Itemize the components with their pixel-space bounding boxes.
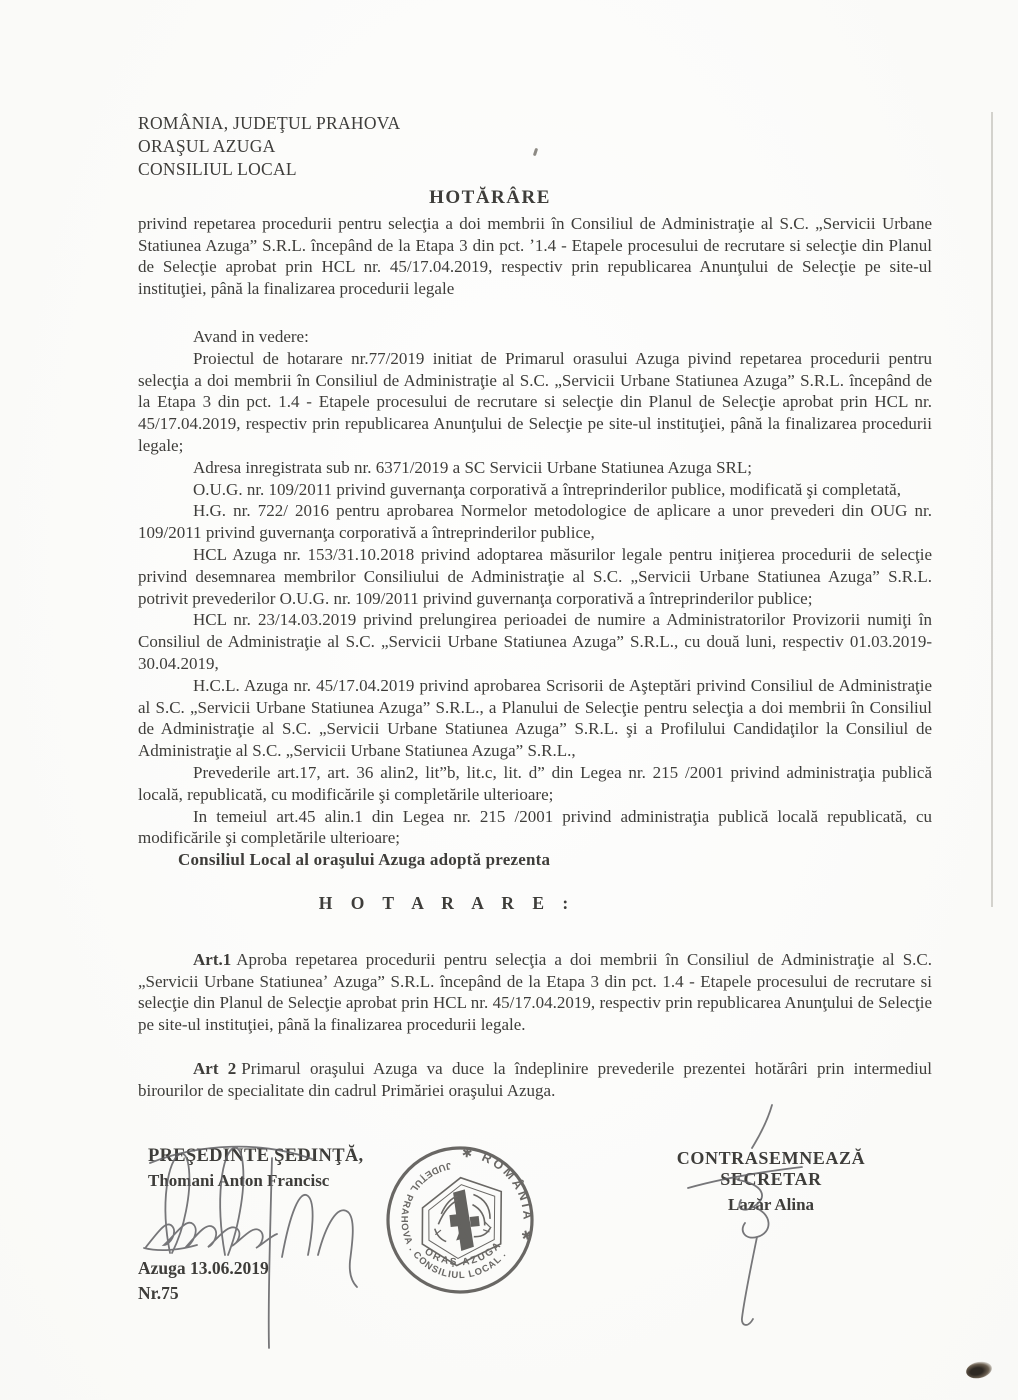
decision-heading: H O T A R A R E : bbox=[318, 892, 576, 913]
article-1 bbox=[138, 949, 932, 1036]
president-title: PREŞEDINTE ŞEDINŢĂ, bbox=[148, 1146, 364, 1166]
header-city: ORAŞUL AZUGA bbox=[138, 136, 276, 156]
corner-smudge-mark bbox=[965, 1359, 994, 1380]
stamp-ring-text: JUDEŢUL PRAHOVA . CONSILIUL LOCAL . bbox=[398, 1159, 509, 1282]
recital-4: H.G. nr. 722/ 2016 pentru aprobarea Normelor metodologice de aplicare a unor prevederi din OUG nr. 109/2011 privind guvernanţa corporativă a întreprinderilor publice, bbox=[138, 501, 932, 543]
article-1-label: Art.1 bbox=[193, 949, 232, 969]
document-title: HOTĂRÂRE bbox=[429, 187, 551, 208]
recital-6: HCL nr. 23/14.03.2019 privind prelungirea perioadei de numire a Administratorilor Provizorii numiţi în Consiliul de Administraţie al S.C. „Servicii Urbane Statiunea Azuga” S.R.L., cu două luni, respectiv 01.03.2019-30.04.2019, bbox=[138, 610, 932, 673]
scan-edge-line bbox=[991, 112, 993, 907]
article-2 bbox=[138, 1058, 932, 1102]
secretary-name: Lazăr Alina bbox=[727, 1195, 815, 1214]
recital-2: Adresa inregistrata sub nr. 6371/2019 a SC Servicii Urbane Statiunea Azuga SRL; bbox=[193, 457, 753, 477]
adoption-line: Consiliul Local al oraşului Azuga adoptă prezenta bbox=[178, 850, 551, 870]
stamp-seal-icon bbox=[372, 1132, 548, 1308]
header-council: CONSILIUL LOCAL bbox=[138, 159, 297, 179]
recital-5: HCL Azuga nr. 153/31.10.2018 privind adoptarea măsurilor legale pentru iniţierea procedurii de selecţie privind desemnarea membrilor Consiliului de Administraţie al S.C. „Servicii Urbane Statiunea Azuga” S.R.L. potrivit prevederilor O.U.G. nr. 109/2011 privind guvernanţa corporativă a întreprinderilor publice; bbox=[138, 544, 932, 608]
article-1-text: Aproba repetarea procedurii pentru selecţia a doi membrii în Consiliul de Administraţie al S.C. „Servicii Urbane Statiuneaʼ Azuga” S.R.L. începând de la Etapa 3 din pct. 1.4 - Etapele procesului de recrutare si selecţie din Planul de Selecţie aprobat prin HCL nr. 45/17.04.2019, respectiv prin republicarea Anunţului de Selecţie pe site-ul instituţiei, până la finalizarea procedurii legale. bbox=[138, 949, 932, 1035]
secretary-title: CONTRASEMNEAZĂ SECRETAR bbox=[676, 1148, 866, 1189]
recital-1: Proiectul de hotarare nr.77/2019 initiat de Primarul orasului Azuga pivind repetarea procedurii pentru selecţia a doi membrii în Consiliul de Administraţie al S.C. „Servicii Urbane Statiunea Azuga” S.R.L. începând de la Etapa 3 din pct. 1.4 - Etapele procesului de recrutare si selecţie din Planul de Selecţie aprobat prin HCL nr. 45/17.04.2019, respectiv prin republicarea Anunţului de Selecţie pe site-ul instituţiei, până la finalizarea procedurii legale; bbox=[138, 348, 932, 455]
recital-3: O.U.G. nr. 109/2011 privind guvernanţa corporativă a întreprinderilor publice, modificată şi completată, bbox=[193, 479, 901, 499]
president-signature-block bbox=[148, 1146, 363, 1191]
recital-7: H.C.L. Azuga nr. 45/17.04.2019 privind aprobarea Scrisorii de Aşteptări privind Consiliul de Administraţie al S.C. „Servicii Urbane Statiunea Azuga” S.R.L., a Planului de Selecţie pentru selecţia a doi membrii în Consiliul de Administraţie al S.C. „Servicii Urbane Statiunea Azuga” S.R.L. şi a Profilului Candidaţilor la Consiliul de Administraţie al S.C. „Servicii Urbane Statiunea Azuga” S.R.L., bbox=[138, 675, 932, 761]
president-name: Thomani Anton Francisc bbox=[148, 1171, 330, 1190]
recital-9: In temeiul art.45 alin.1 din Legea nr. 215 /2001 privind administraţia publică locală republicată, cu modificările şi completările ulterioare; bbox=[138, 806, 932, 848]
article-2-text: Primarul oraşului Azuga va duce la îndeplinire prevederile prezentei hotărâri prin intermediul birourilor de specialitate din cadrul Primăriei oraşului Azuga. bbox=[138, 1058, 933, 1100]
recital-8: Prevederile art.17, art. 36 alin2, lit”b, lit.c, lit. d” din Legea nr. 215 /2001 privind administraţia publică locală, republicată, cu modificările şi completările ulterioare; bbox=[138, 762, 932, 804]
header-country-county: ROMÂNIA, JUDEŢUL PRAHOVA bbox=[138, 113, 401, 133]
footer-block bbox=[138, 1256, 269, 1306]
document-body bbox=[138, 112, 932, 1101]
stamp-country-text: ✱ ROMÂNIA ✱ bbox=[461, 1145, 535, 1245]
issuing-authority-block bbox=[138, 112, 932, 181]
document-subject: privind repetarea procedurii pentru selecţia a doi membrii în Consiliul de Administraţie al S.C. „Servicii Urbane Statiunea Azuga” S.R.L. începând de la Etapa 3 din pct. ʼ1.4 - Etapele procesului de recrutare si selecţie din Planul de Selecţie aprobat prin HCL nr. 45/17.04.2019, respectiv prin republicarea Anunţului de Selecţie pe site-ul instituţiei, până la finalizarea procedurii legale bbox=[138, 213, 932, 299]
decision-number: Nr.75 bbox=[138, 1283, 179, 1303]
article-2-label: Art 2 bbox=[193, 1058, 237, 1078]
secretary-signature-block bbox=[628, 1148, 914, 1215]
place-and-date: Azuga 13.06.2019 bbox=[138, 1258, 269, 1278]
preamble-heading: Avand in vedere: bbox=[193, 326, 309, 346]
official-round-stamp bbox=[372, 1132, 548, 1308]
stamp-bottom-text: ORAŞ AZUGA bbox=[422, 1239, 505, 1269]
